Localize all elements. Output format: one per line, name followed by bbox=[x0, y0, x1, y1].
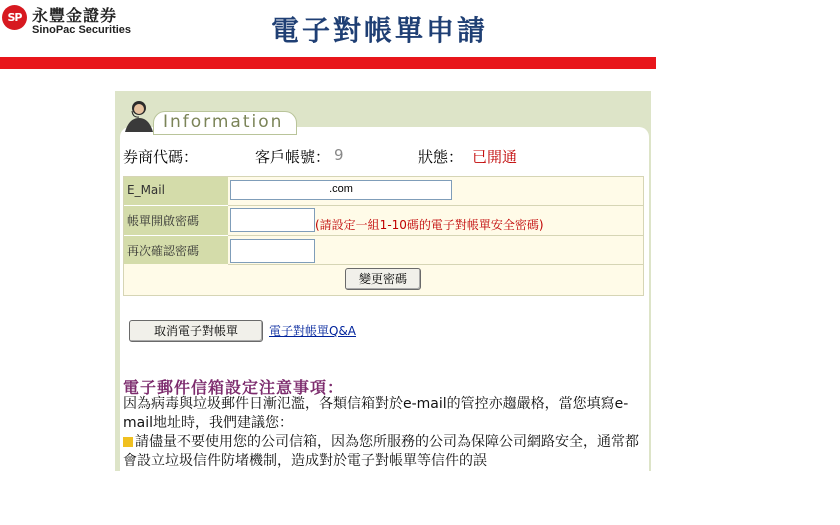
notes-paragraph-1: 因為病毒與垃圾郵件日漸氾濫，各類信箱對於e-mail的管控亦趨嚴格，當您填寫e-mail地址時，我們建議您： bbox=[123, 396, 629, 431]
header-divider bbox=[0, 57, 656, 69]
password-field[interactable] bbox=[230, 208, 315, 232]
email-label: E_Mail bbox=[127, 183, 165, 197]
password-label: 帳單開啟密碼 bbox=[127, 214, 200, 228]
account-value: 9 bbox=[334, 146, 344, 164]
cancel-e-statement-button[interactable]: 取消電子對帳單 bbox=[129, 320, 263, 342]
notes-title: 電子郵件信箱設定注意事項： bbox=[123, 378, 345, 397]
broker-code-label: 券商代碼： bbox=[123, 148, 199, 166]
notes-paragraph-2-wrap bbox=[123, 433, 643, 471]
email-field[interactable]: .com bbox=[230, 180, 452, 200]
change-password-button[interactable]: 變更密碼 bbox=[345, 268, 421, 290]
confirm-password-field[interactable] bbox=[230, 239, 315, 263]
notes-paragraph-2: 請儘量不要使用您的公司信箱，因為您所服務的公司為保障公司網路安全，通常都會設立垃圾信件防堵機制，造成對於電子對帳單等信件的誤 bbox=[123, 434, 639, 469]
logo-english-name: SinoPac Securities bbox=[32, 24, 132, 36]
yellow-bullet-icon bbox=[123, 437, 133, 447]
page-cutoff bbox=[115, 471, 655, 525]
status-value: 已開通 bbox=[472, 148, 518, 166]
sinopac-logo-icon: SP bbox=[2, 5, 27, 30]
password-hint: (請設定一組1-10碼的電子對帳單安全密碼) bbox=[315, 218, 544, 232]
account-label: 客戶帳號： bbox=[255, 148, 331, 166]
customer-service-avatar-icon bbox=[121, 98, 155, 132]
logo-chinese-name: 永豐金證券 bbox=[32, 6, 118, 25]
notes-body bbox=[123, 395, 643, 471]
e-statement-qa-link[interactable]: 電子對帳單Q&A bbox=[269, 324, 357, 338]
information-tab-label: Information bbox=[163, 112, 284, 132]
confirm-password-label: 再次確認密碼 bbox=[127, 244, 200, 258]
page-title: 電子對帳單申請 bbox=[271, 14, 489, 47]
status-label: 狀態： bbox=[418, 148, 464, 166]
logo bbox=[2, 3, 142, 39]
